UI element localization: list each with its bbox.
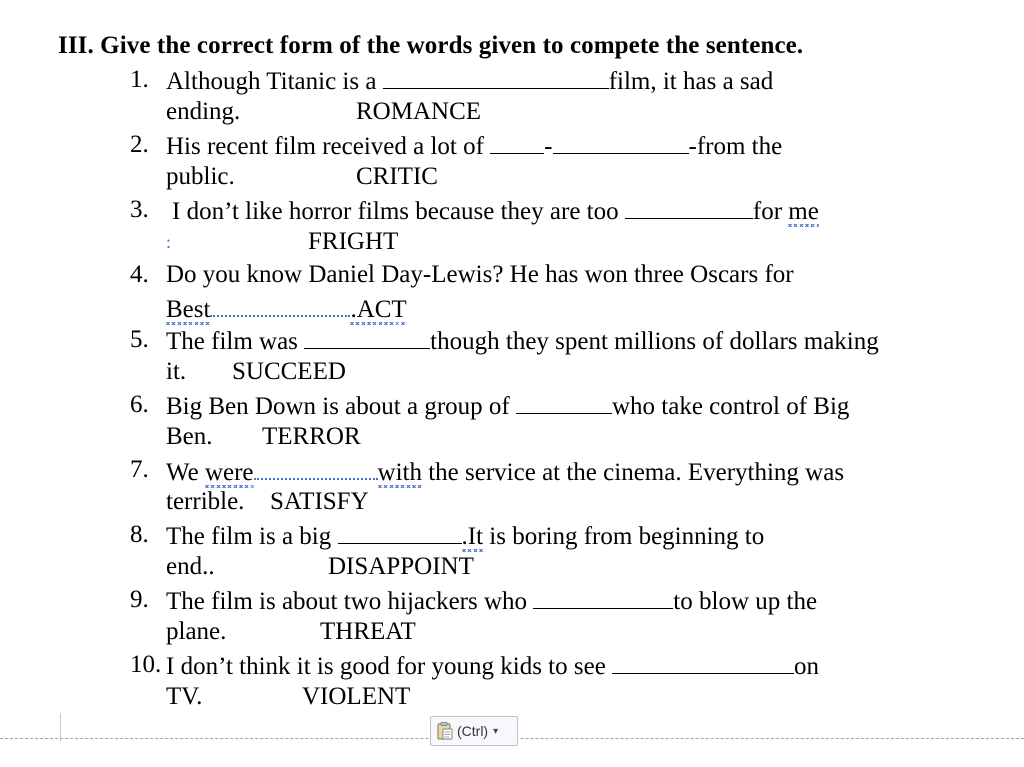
item-number: 2. [130,131,149,158]
item-number: 10. [130,651,162,678]
exercise-heading: III. Give the correct form of the words given to compete the sentence. [58,32,804,59]
item-line-2: TV. [166,683,203,710]
item-line-2: public. [166,163,235,190]
item-line-1: I don’t think it is good for young kids to see on [166,649,819,684]
item-number: 6. [130,391,149,418]
item-line-1: The film was though they spent millions of dollars making [166,324,879,359]
item-number: 1. [130,66,149,93]
given-word: FRIGHT [308,228,399,255]
item-line-2: it. [166,358,187,385]
item-line-1: We were with the service at the cinema. Everything was [166,454,844,490]
given-word: THREAT [320,618,416,645]
item-number: 7. [130,456,149,483]
item-line-1: The film is a big .It is boring from beginning to [166,519,764,554]
item-number: 3. [130,196,149,223]
given-word: VIOLENT [302,683,411,710]
answer-blank[interactable] [533,584,673,609]
item-line-2: plane. [166,618,227,645]
item-line-2: Ben. [166,423,213,450]
item-number: 5. [130,326,149,353]
paste-options-button[interactable] [430,716,518,746]
answer-blank[interactable] [553,129,689,154]
item-number: 8. [130,521,149,548]
item-number: 4. [130,261,149,288]
given-word: TERROR [262,423,361,450]
item-number: 9. [130,586,149,613]
given-word: DISAPPOINT [328,553,474,580]
item-line-1: Big Ben Down is about a group of who take control of Big [166,389,849,424]
item-line-1: His recent film received a lot of - -from the [166,129,782,164]
given-word: SUCCEED [232,358,346,385]
given-word: ROMANCE [356,98,482,125]
item-line-2: ending. [166,98,241,125]
item-line-1: The film is about two hijackers who to blow up the [166,584,817,619]
answer-blank[interactable] [516,389,612,414]
paste-options-label: (Ctrl) [457,723,489,739]
item-line-1: I don’t like horror films because they are too for me [172,194,819,229]
answer-blank[interactable] [254,454,378,480]
given-word: SATISFY [270,488,369,515]
answer-blank[interactable] [383,64,609,89]
item-line-2: terrible. [166,488,245,515]
clipboard-icon [437,722,453,740]
item-line-2: end.. [166,553,215,580]
answer-blank[interactable] [304,324,430,349]
page-margin-marker [60,713,61,741]
answer-blank[interactable] [625,194,753,219]
answer-blank[interactable] [338,519,462,544]
item-line-2: Best .ACT [166,291,407,327]
item-line-1: Although Titanic is a film, it has a sad [166,64,773,99]
item-line-1: Do you know Daniel Day-Lewis? He has won three Oscars for [166,261,794,288]
answer-blank[interactable] [612,649,794,674]
answer-blank[interactable] [210,291,350,317]
answer-blank[interactable] [490,129,544,154]
spellcheck-word: me [788,198,819,225]
chevron-down-icon: ▾ [493,725,499,737]
item-line-2: : [166,232,172,252]
given-word: CRITIC [356,163,438,190]
